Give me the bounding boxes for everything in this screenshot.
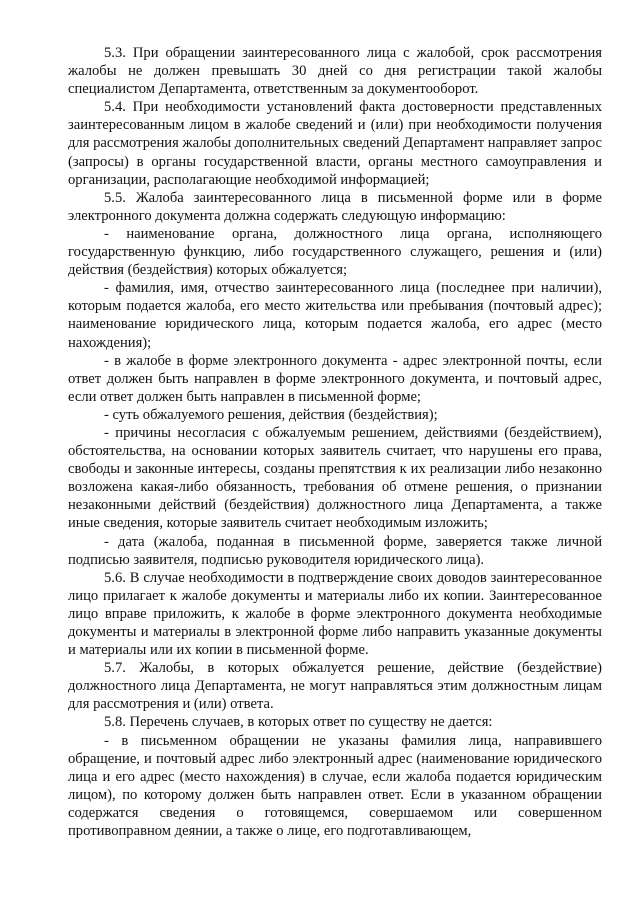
list-item-essence: - суть обжалуемого решения, действия (бездействия); <box>104 406 438 423</box>
list-item-no-name: - в письменном обращении не указаны фамилия лица, направившего обращение, и почтовый адрес либо электронный адрес (наименование юридического лица и его адрес (место нахождения) в случае, если жалоба подается юридическим лицом), по которому должен быть направлен ответ. Если в указанном обращении содержатся сведения о готовящемся, совершаемом или совершенном противоправном деянии, а также о лице, его подготавливающем, <box>68 732 602 840</box>
list-item-applicant-name: - фамилия, имя, отчество заинтересованного лица (последнее при наличии), которым подается жалоба, его место жительства или пребывания (почтовый адрес); наименование юридического лица, которым подается жалоба, его адрес (место нахождения); <box>68 280 602 351</box>
paragraph-5-3: 5.3. При обращении заинтересованного лица с жалобой, срок рассмотрения жалобы не должен превышать 30 дней со дня регистрации такой жалобы специалистом Департамента, ответственным за документооборот. <box>68 45 602 98</box>
document-page <box>68 44 602 840</box>
paragraph-5-4: 5.4. При необходимости установлений факта достоверности представленных заинтересованным лицом в жалобе сведений и (или) при необходимости получения для рассмотрения жалобы дополнительных сведений Департамент направляет запрос (запросы) в органы государственной власти, органы местного самоуправления и организации, располагающие необходимой информацией; <box>68 99 602 188</box>
list-item-electronic-address: - в жалобе в форме электронного документа - адрес электронной почты, если ответ должен быть направлен в форме электронного документа, и почтовый адрес, если ответ должен быть направлен в письменной форме; <box>68 352 602 405</box>
list-item-date: - дата (жалоба, поданная в письменной форме, заверяется также личной подписью заявителя, подписью руководителя юридического лица). <box>68 533 602 568</box>
list-item-reasons: - причины несогласия с обжалуемым решением, действиями (бездействием), обстоятельства, на основании которых заявитель считает, что нарушены его права, свободы и законные интересы, созданы препятствия к их реализации либо незаконно возложена какая-либо обязанность, требования об отмене решения, о признании незаконными действий (бездействия) должностного лица Департамента, а также иные сведения, которые заявитель считает необходимым изложить; <box>68 424 602 532</box>
list-item-organ-name: - наименование органа, должностного лица органа, исполняющего государственную функцию, либо государственного служащего, решения и (или) действия (бездействия) которых обжалуется; <box>68 225 602 279</box>
paragraph-5-6: 5.6. В случае необходимости в подтверждение своих доводов заинтересованное лицо прилагает к жалобе документы и материалы либо их копии. Заинтересованное лицо вправе приложить, к жалобе в форме электронного документа необходимые документы и материалы в электронной форме либо направить указанные документы и материалы или их копии в письменной форме. <box>68 569 602 659</box>
paragraph-5-5: 5.5. Жалоба заинтересованного лица в письменной форме или в форме электронного документа должна содержать следующую информацию: <box>68 189 602 224</box>
paragraph-5-7: 5.7. Жалобы, в которых обжалуется решение, действие (бездействие) должностного лица Департамента, не могут направляться этим должностным лицам для рассмотрения и (или) ответа. <box>68 660 602 713</box>
paragraph-5-8: 5.8. Перечень случаев, в которых ответ по существу не дается: <box>104 714 493 731</box>
